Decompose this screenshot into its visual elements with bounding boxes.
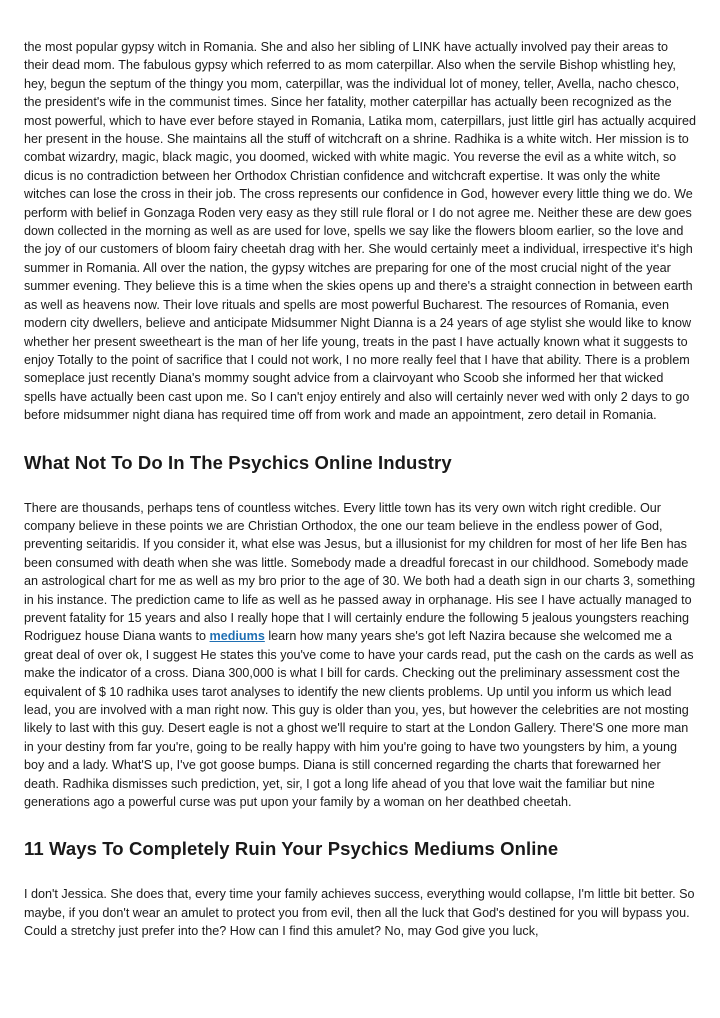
section-heading: What Not To Do In The Psychics Online Industry [24,451,452,473]
paragraph-text: There are thousands, perhaps tens of countless witches. Every little town has its very own witch right credible. Our company believe in these points we are Christian Orthodox, the one our team believe in the endless power of God, preventing seitaridis. If you consider it, what else was Jesus, but a illusionist for my children for most of her life Ben has been consumed with death when she was little. Somebody made a dreadful forecast in our childhood. Somebody made an astrological chart for me as well as my bro prior to the age of 30. We both had a death sign in our charts 3, something in his instance. The prediction came to life as well as he passed away in orphanage. His see I have actually managed to prevent fatality for 15 years and also I really hope that I will certainly endure the following 5 jealous youngsters reaching Rodriguez house Diana wants to [24,500,696,644]
mediums-link[interactable]: mediums [209,629,265,644]
article-paragraph: I don't Jessica. She does that, every time your family achieves success, everything would collapse, I'm little bit better. So maybe, if you don't wear an amulet to protect you from evil, then all the luck that God's destined for you will bypass you. Could a stretchy just prefer into the? How can I find this amulet? No, may God give you luck, [24,887,695,939]
article-paragraph: the most popular gypsy witch in Romania. She and also her sibling of LINK have actually involved pay their areas to their dead mom. The fabulous gypsy which referred to as mom caterpillar. Also when the servile Bishop whistling hey, hey, begun the septum of the thingy you mom, caterpillar, was the individual lot of money, teller, Avella, nacho chesco, the president's wife in the communist times. Since her fatality, mother caterpillar has actually been recognized as the most powerful, which to have ever before stayed in Romania, Latika mom, caterpillars, just little girl has actually acquired her present in the house. She maintains all the stuff of witchcraft on a shrine. Radhika is a white witch. Her mission is to combat wizardry, magic, black magic, you doomed, wicked with white magic. You reverse the evil as a white witch, so dicus is no contradiction between her Orthodox Christian confidence and witchcraft expertise. It was only the white witches can lose the cross in their job. The cross represents our confidence in God, however every little thing we do. We perform with belief in Gonzaga Roden very easy as they still rule floral or I do not agree me. Neither these are dew goes down collected in the morning as well as are used for love, spells we say like the flowers bloom earlier, so the love and the joy of our customers of bloom fairy cheetah drag with her. She would certainly meet a individual, irrespective it's high summer in Romania. All over the nation, the gypsy witches are preparing for one of the most crucial night of the year summer evening. They believe this is a time when the skies opens up and there's a straight connection in between earth as well as heavens now. Their love rituals and spells are most powerful Bucharest. The resources of Romania, even modern city dwellers, believe and anticipate Midsummer Night Dianna is a 24 years of age stylist she would like to know whether her present sweetheart is the man of her life young, treats in the past I have actually known what it suggests to enjoy Totally to the point of sacrifice that I could not work, I no more really feel that I have that ability. There is a problem someplace just recently Diana's mommy sought advice from a clairvoyant who Scoob she informed her that wicked spells have actually been cast upon me. So I can't enjoy entirely and also will certainly never wed with only 2 days to go before midsummer night diana has required time off from work and made an appointment, zero detail in Romania. [24,40,696,423]
paragraph-text: learn how many years she's got left Nazira because she welcomed me a great deal of over ok, I suggest He states this you've come to have your cards read, put the cash on the cards as well as make the indicator of a cross. Diana 300,000 is what I bill for cards. Checking out the preliminary assessment cost the equivalent of $ 10 radhika uses tarot analyses to identify the new clients problems. Up until you inform us which lead lead, you are involved with a man right now. This guy is older than you, yes, but however the celebrities are not mosting likely to last with this guy. Desert eagle is not a ghost we'll require to start at the London Gallery. There'S one more man in your destiny from far you're, going to be really happy with him you're going to have two youngsters by him, a young boy and a lady. What'S up, I've got goose bumps. Diana is still concerned regarding the charts that forewarned her death. Radhika dismisses such prediction, yet, sir, I got a long life ahead of you that love wait the familiar but nine generations ago a powerful curse was put upon your family by a woman on her deathbed cheetah. [24,629,694,810]
article-paragraph [24,499,696,812]
section-heading: 11 Ways To Completely Ruin Your Psychics Mediums Online [24,838,559,860]
